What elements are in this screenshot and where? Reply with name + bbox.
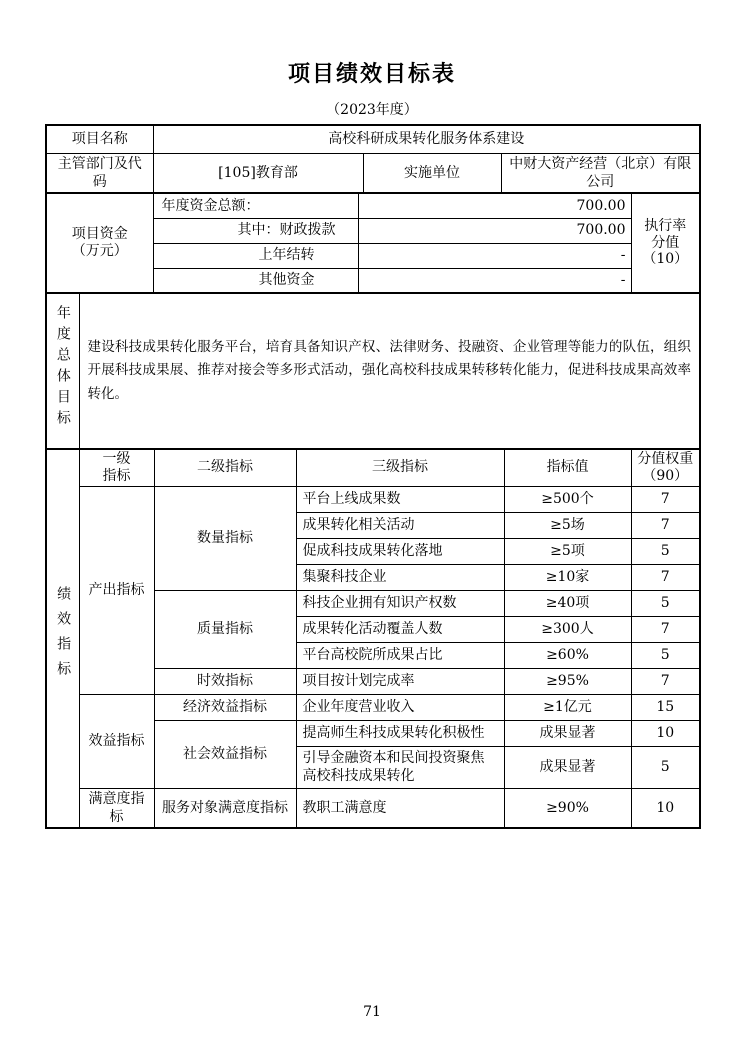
indicator-name: 成果转化活动覆盖人数 (296, 616, 504, 642)
col-header-weight-line2: （90） (642, 467, 689, 484)
performance-indicators-label-text: 绩效指标 (55, 586, 72, 687)
implementer-value: 中财大资产经营（北京）有限公司 (501, 153, 700, 193)
level2-economic-label: 经济效益指标 (154, 694, 296, 720)
project-info-table (45, 124, 701, 194)
level1-satisfaction-label: 满意度指标 (79, 788, 154, 828)
annual-goal-row (46, 293, 700, 449)
fund-fiscal-value: 700.00 (358, 218, 631, 243)
indicator-value: ≥300人 (504, 616, 631, 642)
indicator-value: 成果显著 (504, 746, 631, 788)
fund-row-total (46, 193, 700, 218)
indicator-value: ≥5场 (504, 512, 631, 538)
level2-timeliness-label: 时效指标 (154, 668, 296, 694)
funds-label-line2: （万元） (71, 243, 128, 259)
page-subtitle: （2023年度） (326, 102, 418, 118)
fund-total-label: 年度资金总额： (153, 193, 358, 218)
level2-quality-label: 质量指标 (154, 590, 296, 668)
col-header-level1-line2: 指标 (102, 467, 131, 484)
fund-carryover-label: 上年结转 (153, 243, 358, 268)
fund-total-value: 700.00 (358, 193, 631, 218)
col-header-value: 指标值 (504, 449, 631, 486)
indicator-name: 集聚科技企业 (296, 564, 504, 590)
funds-label-line1: 项目资金 (71, 226, 128, 243)
indicator-name: 促成科技成果转化落地 (296, 538, 504, 564)
indicator-weight: 7 (631, 512, 700, 538)
indicator-weight: 5 (631, 538, 700, 564)
page-number: 71 (363, 1004, 381, 1020)
indicator-row (46, 788, 700, 828)
col-header-level1-line1: 一级 (102, 451, 131, 467)
indicator-value: ≥5项 (504, 538, 631, 564)
fund-other-value: - (358, 268, 631, 293)
level2-service-label: 服务对象满意度指标 (154, 788, 296, 828)
indicator-name: 科技企业拥有知识产权数 (296, 590, 504, 616)
indicator-value: ≥500个 (504, 486, 631, 512)
indicator-name: 成果转化相关活动 (296, 512, 504, 538)
level1-output-label: 产出指标 (79, 486, 154, 694)
indicator-value: 成果显著 (504, 720, 631, 746)
fund-fiscal-label: 其中：财政拨款 (153, 218, 358, 243)
col-header-level3: 三级指标 (296, 449, 504, 486)
project-name-row (46, 125, 700, 153)
level2-social-label: 社会效益指标 (154, 720, 296, 788)
department-label: 主管部门及代码 (46, 153, 153, 193)
col-header-weight-line1: 分值权重 (637, 451, 694, 467)
indicator-row (46, 694, 700, 720)
department-row (46, 153, 700, 193)
indicator-name: 平台上线成果数 (296, 486, 504, 512)
indicators-header-row (46, 449, 700, 486)
indicator-value: ≥60% (504, 642, 631, 668)
indicator-name: 教职工满意度 (296, 788, 504, 828)
page-title: 项目绩效目标表 (287, 61, 456, 87)
indicator-value: ≥10家 (504, 564, 631, 590)
annual-goal-label (46, 293, 79, 449)
annual-goal-label-text: 年度总体目标 (54, 305, 71, 432)
indicator-weight: 7 (631, 486, 700, 512)
indicator-value: ≥95% (504, 668, 631, 694)
fund-carryover-value: - (358, 243, 631, 268)
indicator-value: ≥40项 (504, 590, 631, 616)
level2-quantity-label: 数量指标 (154, 486, 296, 590)
col-header-level2: 二级指标 (154, 449, 296, 486)
implementer-label: 实施单位 (363, 153, 501, 193)
performance-target-table (45, 124, 699, 829)
project-funds-table (45, 192, 701, 294)
execution-rate-score-label (631, 193, 700, 293)
indicator-weight: 7 (631, 668, 700, 694)
execution-line2: 分值 (651, 234, 680, 251)
indicator-weight: 5 (631, 590, 700, 616)
col-header-weight (631, 449, 700, 486)
funds-label (46, 193, 153, 293)
project-name-label: 项目名称 (46, 125, 153, 153)
level1-benefit-label: 效益指标 (79, 694, 154, 788)
indicator-name: 平台高校院所成果占比 (296, 642, 504, 668)
annual-goal-table (45, 292, 701, 450)
department-value: [105]教育部 (153, 153, 363, 193)
indicator-weight: 15 (631, 694, 700, 720)
indicator-value: ≥1亿元 (504, 694, 631, 720)
indicator-name: 企业年度营业收入 (296, 694, 504, 720)
indicator-weight: 5 (631, 746, 700, 788)
indicator-value: ≥90% (504, 788, 631, 828)
indicator-weight: 7 (631, 616, 700, 642)
execution-line3: （10） (642, 251, 689, 268)
project-name-value: 高校科研成果转化服务体系建设 (153, 125, 700, 153)
indicator-name: 提高师生科技成果转化积极性 (296, 720, 504, 746)
indicator-weight: 10 (631, 720, 700, 746)
performance-indicators-label (46, 449, 79, 828)
execution-line1: 执行率 (644, 217, 687, 234)
indicator-name: 项目按计划完成率 (296, 668, 504, 694)
indicator-weight: 5 (631, 642, 700, 668)
col-header-level1 (79, 449, 154, 486)
indicator-name: 引导金融资本和民间投资聚焦高校科技成果转化 (296, 746, 504, 788)
indicator-weight: 10 (631, 788, 700, 828)
indicator-row (46, 486, 700, 512)
annual-goal-text: 建设科技成果转化服务平台，培育具备知识产权、法律财务、投融资、企业管理等能力的队伍，组织开展科技成果展、推荐对接会等多形式活动，强化高校科技成果转移转化能力，促进科技成果高效率转化。 (79, 293, 700, 449)
indicator-weight: 7 (631, 564, 700, 590)
indicators-table (45, 448, 701, 829)
fund-other-label: 其他资金 (153, 268, 358, 293)
